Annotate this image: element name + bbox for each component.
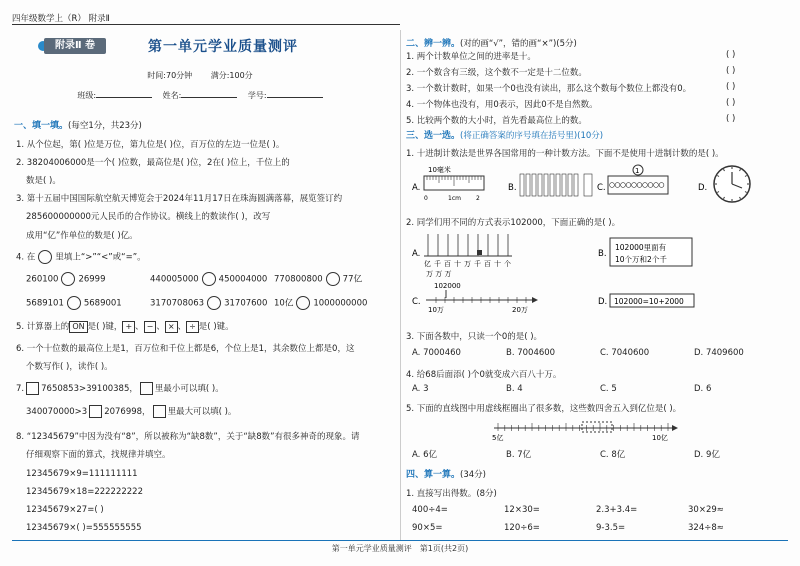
compare-left: 10亿 [274,298,294,309]
compare-circle[interactable] [67,296,81,310]
compare-item [274,296,367,310]
judge-item: 1. 两个计数单位之间的进率是十。 [406,52,536,62]
q4-1: 1. 直接写出得数。(8分) [406,489,497,499]
compare-right: 31707600 [224,298,268,309]
svg-text:102000=10+2000: 102000=10+2000 [614,297,684,306]
q1-7b: 340070000>3 2076998， 里最大可以填( )。 [26,407,237,417]
svg-text:5亿: 5亿 [492,434,504,442]
abacus-place: 十 [454,260,461,268]
abacus-place: 百 [484,260,491,268]
equation-1: 12345679×9=111111111 [26,469,138,479]
digit-box-ref [140,382,153,395]
judge-item: 4. 一个物体也没有，用0表示，因此0不是自然数。 [406,100,598,110]
q1-4: 4. 在 里填上“>”“<”或“=”。 [16,250,146,264]
q3-4: 4. 给68后面添( )个0就变成六百八十万。 [406,370,562,380]
compare-item [26,272,106,286]
q1-6b: 个数写作( )，读作( )。 [26,362,113,372]
q1-3b: 285600000000元人民币的合作协议。横线上的数读作( )，改写 [26,212,271,222]
compare-left: 770800800 [274,274,323,285]
opt-a-label: A. [412,183,421,193]
option[interactable]: A. 6亿 [412,450,437,460]
score-label: 满分:100分 [210,71,253,80]
header-rule [12,24,400,25]
abacus-place: 千 [474,260,481,268]
option[interactable]: B. 4 [506,384,523,394]
calc-item[interactable]: 324÷8≈ [688,523,724,533]
option[interactable]: C. 7040600 [600,348,650,358]
abacus-place: 亿 [424,260,431,268]
header-top: 四年级数学上（R） 附录Ⅱ [12,14,110,24]
svg-text:10亿: 10亿 [652,434,668,442]
divide-key-icon: ÷ [186,321,199,333]
svg-text:2: 2 [476,195,480,202]
svg-text:万 万 万: 万 万 万 [426,270,452,278]
option[interactable]: B. 7亿 [506,450,532,460]
svg-text:0: 0 [424,195,428,202]
svg-text:D.: D. [598,297,608,307]
compare-item [26,296,122,310]
section2-heading: 二、辨一辨。(对的画“√”，错的画“×”)(5分) [406,39,577,49]
q3-1: 1. 十进制计数法是世界各国常用的一种计数方法。下面不是使用十进制计数的是( )。 [406,149,724,159]
svg-text:10个万和2个千: 10个万和2个千 [615,255,667,264]
class-label: 班级: [77,91,97,100]
q1-2a: 2. 38204006000是一个( )位数，最高位是( )位，2在( )位上，千位上的 [16,158,290,168]
q3-5: 5. 下面的直线图中用虚线框圈出了很多数，这些数四舍五入到亿位是( )。 [406,404,682,414]
exam-meta [0,70,400,81]
abacus-place: 个 [504,260,511,268]
on-key-icon: ON [69,321,87,333]
equation-4: 12345679×( )=555555555 [26,523,142,533]
q1-8b: 仔细观察下面的算式，找规律并填空。 [26,450,171,460]
q1-5: 5. 计算器上的 ON 是( )键， + 、 − 、 × 、 ÷ 是( )键。 [16,321,234,332]
compare-item [150,296,267,310]
compare-right: 77亿 [342,274,362,285]
number-line-figure [490,414,690,442]
compare-circle[interactable] [326,272,340,286]
digit-box[interactable] [89,405,102,418]
id-label: 学号: [247,91,267,100]
plus-key-icon: + [122,321,135,333]
digit-box[interactable] [26,382,39,395]
judge-item: 3. 一个数计数时，如果一个0也没有读出，那么这个数每个数位上都没有0。 [406,84,692,94]
svg-text:102000: 102000 [434,282,461,290]
q1-2b: 数是( )。 [26,176,61,186]
q1-1: 1. 从个位起，第( )位是万位，第九位是( )位，百万位的左边一位是( )。 [16,140,285,150]
name-field[interactable] [181,97,237,98]
compare-left: 5689101 [26,298,64,309]
judge-answer[interactable]: ( ) [726,114,736,124]
section1-title: 一、填一填。 [14,121,69,131]
page-title: 第一单元学业质量测评 [148,39,298,55]
equation-2: 12345679×18=222222222 [26,487,143,497]
section1-heading [14,118,142,131]
column-divider [400,30,401,540]
calc-item[interactable]: 9-3.5= [596,523,626,533]
svg-text:10万: 10万 [428,306,444,314]
ruler-top-label: 10毫米 [428,166,451,174]
judge-answer[interactable]: ( ) [726,66,736,76]
q1-3a: 3. 第十五届中国国际航空航天博览会于2024年11月17日在珠海圆满落幕，展览签订约 [16,194,343,204]
section4-heading: 四、算一算。(34分) [406,470,486,480]
q3-3: 3. 下面各数中，只读一个0的是( )。 [406,332,543,342]
compare-circle[interactable] [61,272,75,286]
footer-rule [12,540,788,541]
judge-item: 2. 一个数含有三级，这个数不一定是十二位数。 [406,68,587,78]
compare-right: 5689001 [83,298,122,309]
option[interactable]: A. 7000460 [412,348,461,358]
stick-bundles-icon [520,174,592,196]
student-info [0,90,400,101]
time-label: 时间:70分钟 [147,71,193,80]
compare-right: 26999 [78,274,106,285]
abacus-place: 万 [464,260,471,268]
calc-item[interactable]: 12×30= [504,505,540,515]
minus-key-icon: − [144,321,157,333]
opt-d-label: D. [698,183,708,193]
q3-2: 2. 同学们用不同的方式表示102000，下面正确的是( )。 [406,218,621,228]
compare-circle[interactable] [296,296,310,310]
section3-heading: 三、选一选。(将正确答案的序号填在括号里)(10分) [406,131,604,141]
compare-right: 1000000000 [313,298,368,309]
judge-answer[interactable]: ( ) [726,82,736,92]
judge-answer[interactable]: ( ) [726,98,736,108]
q1-3c: 成用“亿”作单位的数是( )亿。 [26,231,138,241]
class-field[interactable] [96,97,152,98]
compare-item [150,272,267,286]
calc-item[interactable]: 400÷4= [412,505,448,515]
svg-text:B.: B. [598,249,607,259]
option[interactable]: C. 8亿 [600,450,626,460]
q1-7a: 7. 7650853>39100385， 里最小可以填( )。 [16,384,224,394]
opt-c-label: C. [597,183,606,193]
svg-text:1cm: 1cm [448,195,461,202]
compare-left: 3170708063 [150,298,205,309]
compare-circle[interactable] [202,272,216,286]
svg-text:C.: C. [412,297,421,307]
svg-text:A.: A. [412,249,421,259]
decimal-options-figure [412,160,792,208]
clock-icon [714,166,750,202]
page-footer: 第一单元学业质量测评 第1页(共2页) [331,544,469,553]
abacus-place: 千 [434,260,441,268]
calc-item[interactable]: 30×29≈ [688,505,724,515]
abacus-place: 十 [494,260,501,268]
option[interactable]: B. 7004600 [506,348,556,358]
option[interactable]: A. 3 [412,384,429,394]
abacus-icon [608,165,668,194]
id-field[interactable] [267,97,323,98]
calc-item[interactable]: 90×5= [412,523,443,533]
judge-answer[interactable]: ( ) [726,50,736,60]
compare-left: 440005000 [150,274,199,285]
q1-6a: 6. 一个十位数的最高位上是1，百万位和千位上都是6，个位上是1，其余数位上都是0，这 [16,344,355,354]
judge-item: 5. 比较两个数的大小时，首先看最高位上的数。 [406,116,587,126]
option[interactable]: D. 9亿 [694,450,720,460]
times-key-icon: × [165,321,178,333]
svg-text:102000里面有: 102000里面有 [615,243,667,252]
compare-circle[interactable] [207,296,221,310]
calc-item[interactable]: 120÷6= [504,523,540,533]
representation-options-figure [412,232,792,322]
equation-3: 12345679×27=( ) [26,505,104,515]
section1-note: (每空1分，共23分) [68,121,142,131]
option[interactable]: D. 7409600 [694,348,744,358]
svg-text:20万: 20万 [512,306,528,314]
compare-right: 450004000 [218,274,268,285]
option[interactable]: C. 5 [600,384,617,394]
abacus-place: 百 [444,260,451,268]
q1-8a: 8. “12345679”中因为没有“8”，所以被称为“缺8数”，关于“缺8数”有很多神奇的现象。请 [16,432,360,442]
calc-item[interactable]: 2.3+3.4= [596,505,638,515]
appendix-badge: 附录Ⅱ 卷 [44,38,106,54]
compare-left: 260100 [26,274,59,285]
compare-item [274,272,362,286]
svg-text:1: 1 [635,167,640,175]
option[interactable]: D. 6 [694,384,712,394]
name-label: 姓名: [162,91,182,100]
opt-b-label: B. [508,183,517,193]
compare-circle-icon [38,250,52,264]
digit-box-ref [153,405,166,418]
